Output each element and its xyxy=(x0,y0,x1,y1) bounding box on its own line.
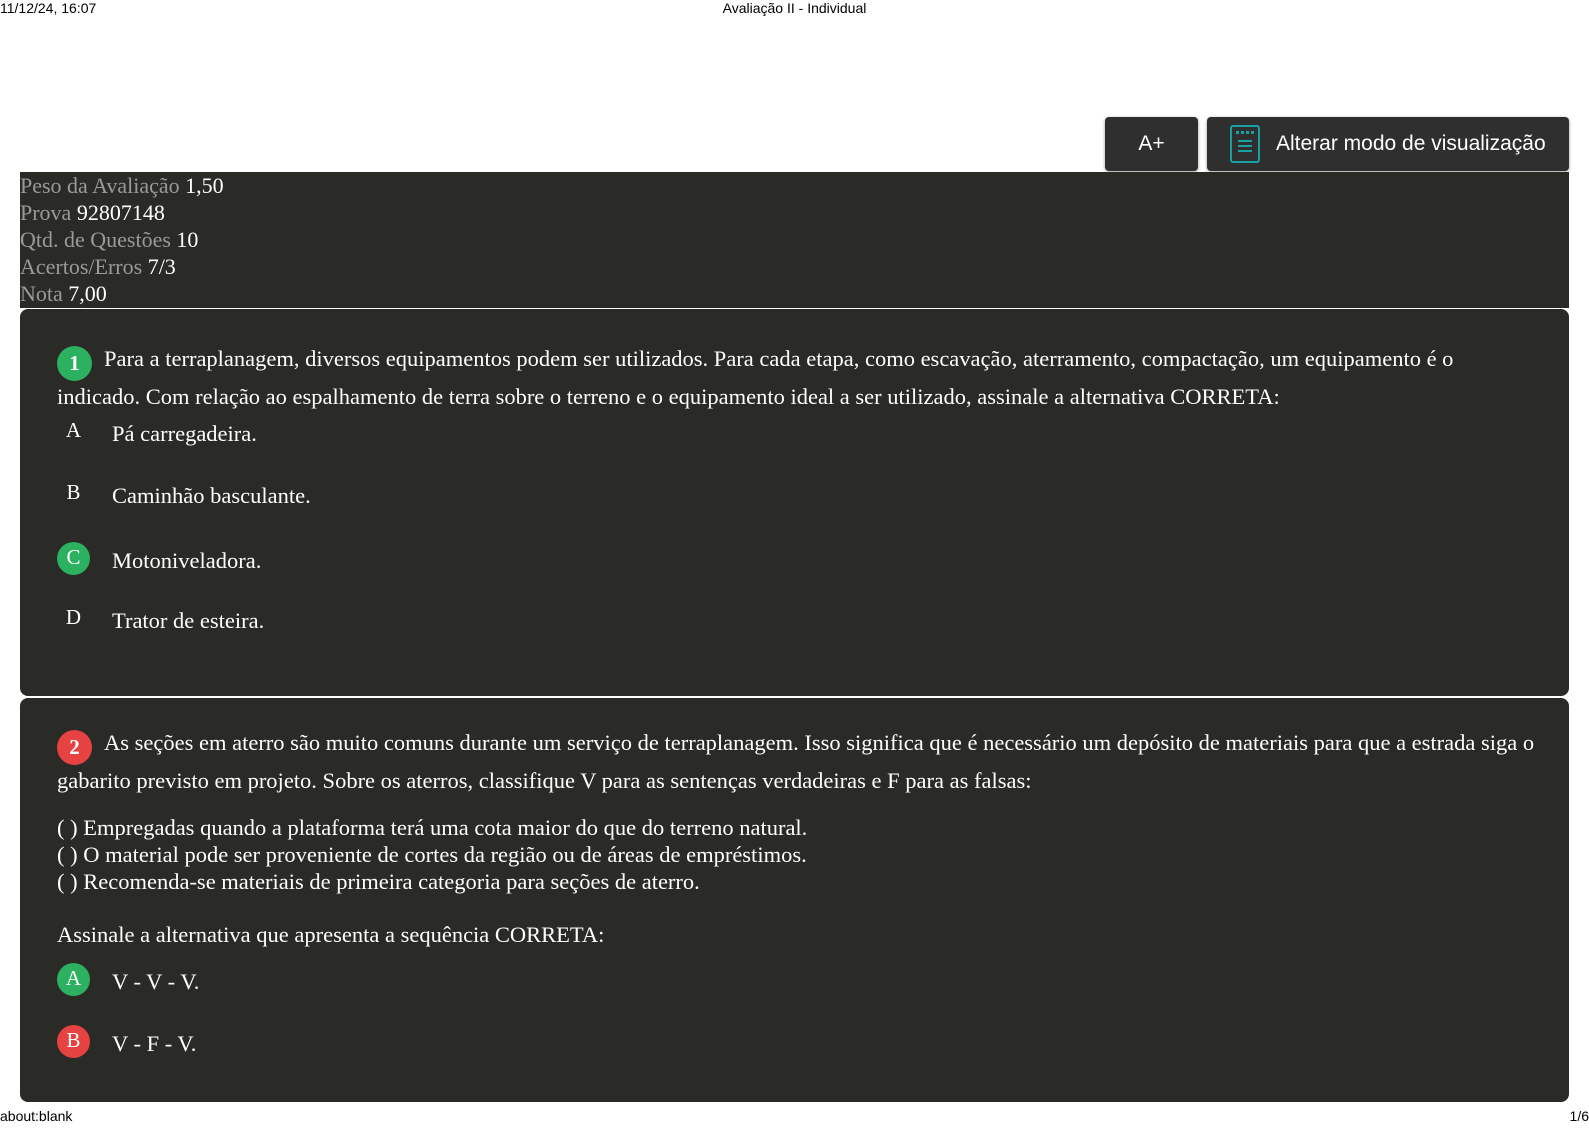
option-letter: D xyxy=(65,605,82,629)
option-text: Pá carregadeira. xyxy=(112,421,257,446)
question-2-text xyxy=(57,727,1542,797)
summary-grade: Nota 7,00 xyxy=(20,281,107,306)
summary-hits-misses: Acertos/Erros 7/3 xyxy=(20,254,176,279)
option-letter-correct: C xyxy=(57,542,90,575)
question-statement: As seções em aterro são muito comuns durante um serviço de terraplanagem. Isso significa que é necessário um depósito de materiais para que a estrada siga o gabarito previsto em projeto. Sobre os aterros, classifique V para as sentenças verdadeiras e F para as falsas: xyxy=(57,730,1535,793)
question-card-2 xyxy=(20,698,1569,1102)
summary-question-count: Qtd. de Questões 10 xyxy=(20,227,199,252)
option-text: Caminhão basculante. xyxy=(112,483,311,508)
increase-font-label: A+ xyxy=(1138,132,1165,155)
option-letter-correct: A xyxy=(57,963,90,996)
document-icon xyxy=(1230,125,1260,163)
summary-exam-id: Prova 92807148 xyxy=(20,200,165,225)
question-number-badge: 2 xyxy=(57,730,92,765)
question-number-badge: 1 xyxy=(57,346,92,381)
print-title: Avaliação II - Individual xyxy=(722,0,867,16)
option-text: Motoniveladora. xyxy=(112,548,262,573)
option-text: V - V - V. xyxy=(112,969,200,994)
increase-font-button[interactable] xyxy=(1105,117,1198,171)
statement-2: ( ) O material pode ser proveniente de cortes da região ou de áreas de empréstimos. xyxy=(57,842,807,867)
print-page-number: 1/6 xyxy=(1569,1108,1589,1124)
option-letter: A xyxy=(65,418,82,442)
exam-summary xyxy=(20,172,1569,308)
change-view-mode-button[interactable] xyxy=(1207,117,1569,171)
option-letter: B xyxy=(66,480,81,504)
question-card-1 xyxy=(20,309,1569,696)
question-prompt: Assinale a alternativa que apresenta a sequência CORRETA: xyxy=(57,922,605,947)
summary-weight: Peso da Avaliação 1,50 xyxy=(20,173,224,198)
print-url: about:blank xyxy=(0,1108,73,1124)
change-view-mode-label: Alterar modo de visualização xyxy=(1276,132,1546,155)
question-1-text xyxy=(57,343,1542,413)
option-text: Trator de esteira. xyxy=(112,608,265,633)
print-header xyxy=(0,0,1589,20)
statement-1: ( ) Empregadas quando a plataforma terá uma cota maior do que do terreno natural. xyxy=(57,815,808,840)
question-statement: Para a terraplanagem, diversos equipamentos podem ser utilizados. Para cada etapa, como escavação, aterramento, compactação, um equipamento é o indicado. Com relação ao espalhamento de terra sobre o terreno e o equipamento ideal a ser utilizado, assinale a alternativa CORRETA: xyxy=(57,346,1454,409)
print-footer xyxy=(0,1108,1589,1128)
print-datetime: 11/12/24, 16:07 xyxy=(0,0,97,16)
option-text: V - F - V. xyxy=(112,1031,197,1056)
statement-3: ( ) Recomenda-se materiais de primeira categoria para seções de aterro. xyxy=(57,869,700,894)
option-letter-wrong: B xyxy=(57,1025,90,1058)
